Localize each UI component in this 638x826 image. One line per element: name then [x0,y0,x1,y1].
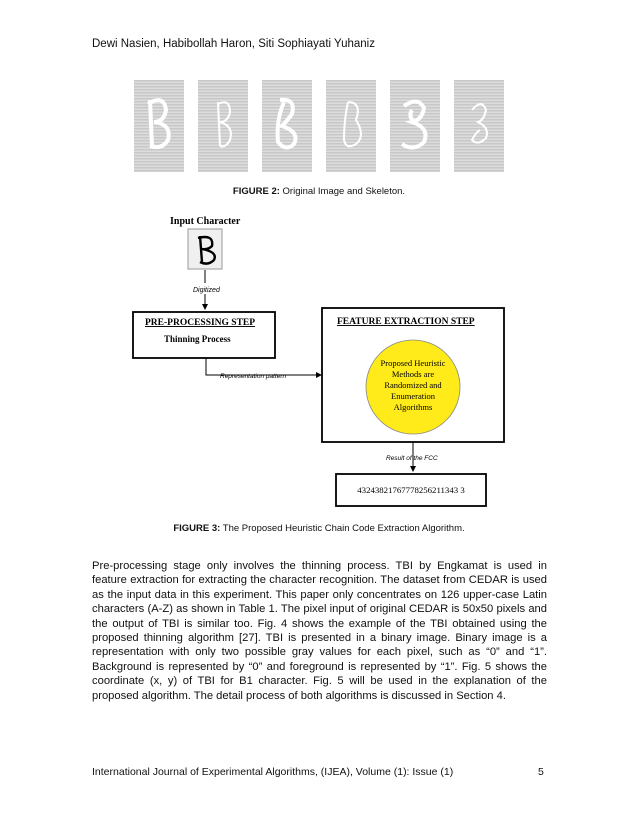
input-character-label: Input Character [170,216,241,227]
original-image-b2 [262,80,312,172]
circle-line-5: Algorithms [393,402,433,412]
footer-journal: International Journal of Experimental Algorithms, (IJEA), Volume (1): Issue (1) [92,766,454,778]
digitized-label: Digitized [193,287,220,294]
skeleton-image-b3 [454,80,504,172]
original-image-b1 [134,80,184,172]
representation-pattern-label: Representation pattern [220,373,287,380]
thinning-process-label: Thinning Process [164,334,231,344]
circle-line-1: Proposed Heuristic [380,358,446,368]
skeleton-image-b1 [198,80,248,172]
figure-2-images [134,80,503,172]
original-image-b3 [390,80,440,172]
result-fcc-label: Result of the FCC [386,455,438,462]
page-number: 5 [538,766,544,778]
pre-processing-title: PRE-PROCESSING STEP [145,318,256,328]
running-header: Dewi Nasien, Habibollah Haron, Siti Sophiayati Yuhaniz [92,38,375,50]
figure-2-caption: FIGURE 2: Original Image and Skeleton. [232,186,406,197]
figure-3-caption: FIGURE 3: The Proposed Heuristic Chain Code Extraction Algorithm. [173,523,465,534]
feature-extraction-title: FEATURE EXTRACTION STEP [337,317,475,327]
figure-3-diagram [130,214,510,510]
circle-line-2: Methods are [391,369,435,379]
circle-line-3: Randomized and [384,380,442,390]
skeleton-image-b2 [326,80,376,172]
body-paragraph: Pre-processing stage only involves the thinning process. TBI by Engkamat is used in feature extraction for extracting the character recognition. The dataset from CEDAR is used as the input data in this experiment. This paper only concentrates on 126 upper-case Latin characters (A-Z) as shown in Table 1. The pixel input of original CEDAR is 50x50 pixels and the output of TBI is similar too. Fig. 4 shows the example of the TBI obtained using the proposed thinning algorithm [27]. TBI is presented in a binary image. Binary image is a representation with only two possible gray values for each pixel, such as “0” and “1”. Background is represented by “0” and foreground is represented by “1”. Fig. 5 shows the coordinate (x, y) of TBI for B1 character. Fig. 5 will be used in the explanation of the proposed algorithm. The detail process of both algorithms is discussed in Section 4. [92,560,547,702]
chain-code-value: 43243821767778256211343 3 [357,485,465,495]
circle-line-4: Enumeration [391,391,435,401]
input-character-image [188,229,222,269]
